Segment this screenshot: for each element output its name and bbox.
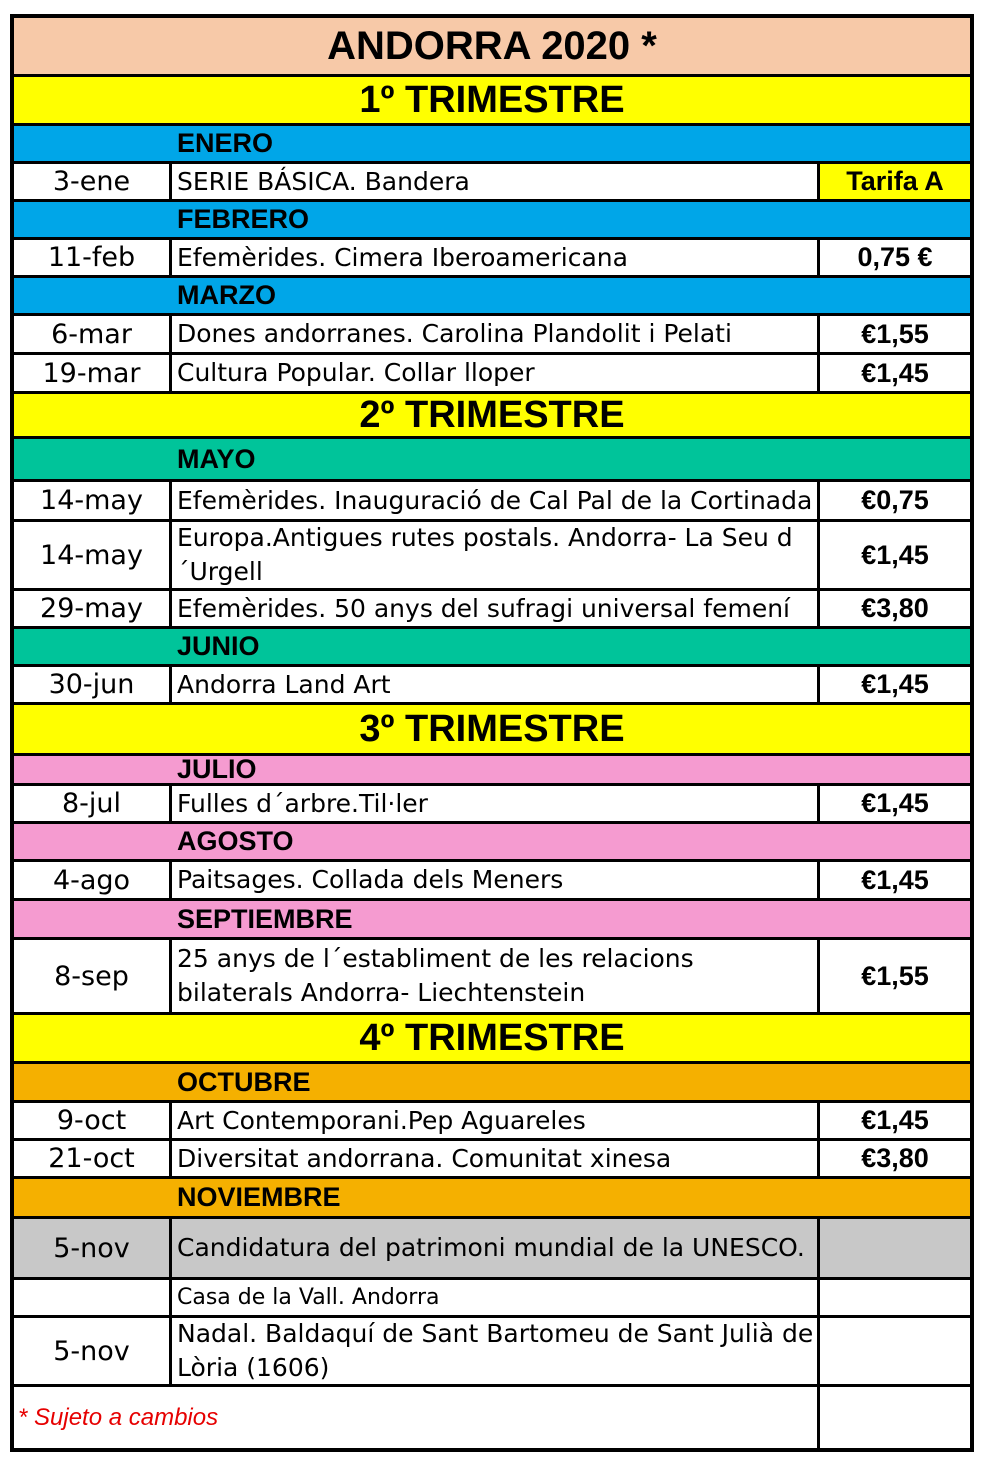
issue-price: €1,45 — [820, 667, 970, 702]
issue-description: Paitsages. Collada dels Meners — [172, 862, 817, 898]
issue-price: €3,80 — [820, 591, 970, 626]
issue-date: 14-may — [14, 522, 169, 588]
issue-date: 11-feb — [14, 240, 169, 275]
issue-price — [820, 1280, 970, 1315]
month-julio: JULIO — [14, 756, 970, 783]
month-mayo: MAYO — [14, 439, 970, 479]
issue-date: 8-sep — [14, 940, 169, 1012]
issue-description: Efemèrides. Inauguració de Cal Pal de la Cortinada — [172, 482, 817, 519]
month-agosto: AGOSTO — [14, 824, 970, 859]
issue-description: Andorra Land Art — [172, 667, 817, 702]
footnote: * Sujeto a cambios — [14, 1387, 817, 1448]
footnote-row — [14, 1387, 970, 1448]
issue-date: 4-ago — [14, 862, 169, 898]
month-marzo: MARZO — [14, 278, 970, 313]
issue-price: €1,55 — [820, 316, 970, 352]
table-row — [14, 316, 970, 352]
issue-description: Efemèrides. Cimera Iberoamericana — [172, 240, 817, 275]
month-enero: ENERO — [14, 126, 970, 161]
issue-description: Candidatura del patrimoni mundial de la UNESCO. — [172, 1219, 817, 1277]
issue-description: Nadal. Baldaquí de Sant Bartomeu de Sant Julià de Lòria (1606) — [172, 1318, 817, 1384]
issue-date: 29-may — [14, 591, 169, 626]
table-row — [14, 355, 970, 391]
quarter-3-heading: 3º TRIMESTRE — [14, 705, 970, 753]
issue-date: 8-jul — [14, 786, 169, 821]
issue-date: 30-jun — [14, 667, 169, 702]
month-octubre: OCTUBRE — [14, 1064, 970, 1100]
issue-description: Casa de la Vall. Andorra — [172, 1280, 817, 1315]
table-row — [14, 1141, 970, 1176]
issue-date: 5-nov — [14, 1318, 169, 1384]
issue-date: 19-mar — [14, 355, 169, 391]
issue-date: 21-oct — [14, 1141, 169, 1176]
footnote-empty-cell — [820, 1387, 970, 1448]
issue-description: Cultura Popular. Collar lloper — [172, 355, 817, 391]
issue-date: 5-nov — [14, 1219, 169, 1277]
issue-date: 14-may — [14, 482, 169, 519]
issue-date: 9-oct — [14, 1103, 169, 1138]
stamp-schedule-table — [10, 14, 974, 1452]
table-row — [14, 164, 970, 199]
issue-price: €1,55 — [820, 940, 970, 1012]
month-junio: JUNIO — [14, 629, 970, 664]
issue-price: €1,45 — [820, 786, 970, 821]
issue-date — [14, 1280, 169, 1315]
issue-description: Dones andorranes. Carolina Plandolit i Pelati — [172, 316, 817, 352]
table-row — [14, 240, 970, 275]
quarter-2-heading: 2º TRIMESTRE — [14, 394, 970, 436]
issue-description: Europa.Antigues rutes postals. Andorra- La Seu d´Urgell — [172, 522, 817, 588]
table-row — [14, 862, 970, 898]
issue-description: Diversitat andorrana. Comunitat xinesa — [172, 1141, 817, 1176]
table-row — [14, 522, 970, 588]
issue-price: €1,45 — [820, 522, 970, 588]
issue-price: Tarifa A — [820, 164, 970, 199]
issue-price — [820, 1219, 970, 1277]
table-row — [14, 482, 970, 519]
month-febrero: FEBRERO — [14, 202, 970, 237]
quarter-4-heading: 4º TRIMESTRE — [14, 1015, 970, 1061]
issue-price — [820, 1318, 970, 1384]
issue-price: €0,75 — [820, 482, 970, 519]
month-noviembre: NOVIEMBRE — [14, 1179, 970, 1216]
issue-description: Fulles d´arbre.Til·ler — [172, 786, 817, 821]
table-row — [14, 1219, 970, 1277]
table-row — [14, 1280, 970, 1315]
table-row — [14, 591, 970, 626]
month-septiembre: SEPTIEMBRE — [14, 901, 970, 937]
table-row — [14, 940, 970, 1012]
issue-description: Art Contemporani.Pep Aguareles — [172, 1103, 817, 1138]
table-row — [14, 667, 970, 702]
title-row — [14, 18, 970, 74]
issue-date: 3-ene — [14, 164, 169, 199]
issue-date: 6-mar — [14, 316, 169, 352]
issue-price: €1,45 — [820, 355, 970, 391]
page-title: ANDORRA 2020 * — [14, 18, 970, 74]
issue-description: Efemèrides. 50 anys del sufragi universal femení — [172, 591, 817, 626]
table-row — [14, 1318, 970, 1384]
issue-price: €3,80 — [820, 1141, 970, 1176]
issue-price: 0,75 € — [820, 240, 970, 275]
quarter-1-heading: 1º TRIMESTRE — [14, 77, 970, 123]
issue-description: SERIE BÁSICA. Bandera — [172, 164, 817, 199]
issue-price: €1,45 — [820, 1103, 970, 1138]
issue-description: 25 anys de l´establiment de les relacions bilaterals Andorra- Liechtenstein — [172, 940, 817, 1012]
table-row — [14, 786, 970, 821]
issue-price: €1,45 — [820, 862, 970, 898]
table-row — [14, 1103, 970, 1138]
